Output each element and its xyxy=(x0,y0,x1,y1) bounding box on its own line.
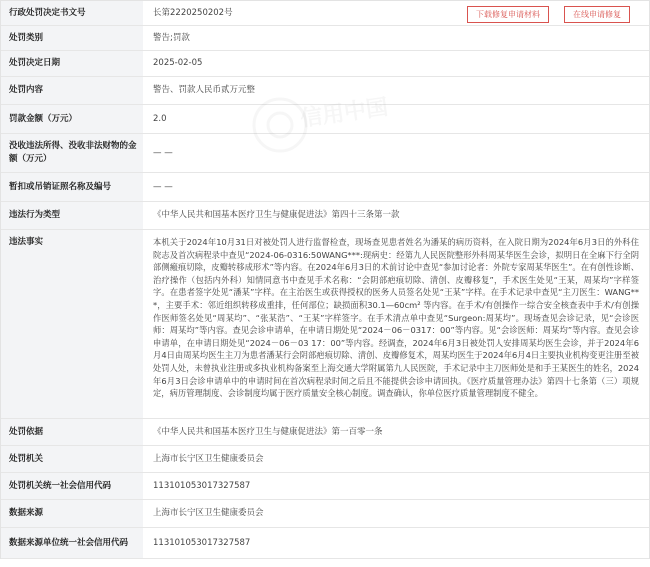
row-source-credit-code xyxy=(1,528,649,559)
row-license-revocation xyxy=(1,173,649,202)
row-violation-facts xyxy=(1,230,649,419)
label-penalty-category: 处罚类别 xyxy=(1,26,143,50)
label-penalty-content: 处罚内容 xyxy=(1,77,143,104)
row-decision-number xyxy=(1,1,649,26)
label-license-revocation: 暂扣或吊销证照名称及编号 xyxy=(1,173,143,201)
value-penalty-category: 警告;罚款 xyxy=(153,32,190,43)
label-penalty-authority: 处罚机关 xyxy=(1,446,143,472)
row-fine-amount xyxy=(1,105,649,134)
value-confiscation-amount: — — xyxy=(153,147,173,158)
label-confiscation-amount: 没收违法所得、没收非法财物的金额（万元） xyxy=(1,134,143,172)
label-penalty-basis: 处罚依据 xyxy=(1,419,143,445)
value-fine-amount: 2.0 xyxy=(153,113,167,124)
value-decision-date: 2025-02-05 xyxy=(153,58,203,68)
label-fine-amount: 罚款金额（万元） xyxy=(1,105,143,133)
value-decision-number xyxy=(143,1,649,25)
violation-facts-text: 本机关于2024年10月31日对被处罚人进行监督检查，现场查见患者姓名为潘某的病历资料，在入院日期为2024年6月3日的外科住院志及首次病程录中查见“2024-06-0316:50WANG***:现病史：经第九人民医院整形外科周某华医生会诊，拟明日在全麻下行全阴部侧瘢痕切除，皮瓣转移成形术”等内容。在2024年6月3日的术前讨论中查见“参加讨论者：外院专家周某华医生”。在有创性诊断、治疗操作（包括内外科）知情同意书中查见手术名称：“会阴部疤痕切除、清创、皮瓣移复”，手术医生处见“王某，周某均”字样签字。在患者签字处见“潘某”字样。在主治医生或获得授权的医务人员签名处见“王某”字样。在手术记录中查见“主刀医生：WANG***，主要手术：邻近组织转移成重排，任何部位；缺损面积30.1—60cm² 等内容。在手术/有创操作一综合安全核查表中手术/有创操作医师签名处见“周某均”、“张某浩”、“王某”字样签字。在手术清点单中查见“Surgeon:周某均”。现场查见会诊记录，见“会诊医师：周某均”等内容。查见会诊申请单，在申请日期处见“2024－06－0317：00”等内容。见“会诊医师：周某均”等内容。查见会诊申请单，在申请日期处见“2024－06－03 17：00”等内容。经调查，2024年6月3日被处罚人安排周某均医生会诊，并于2024年6月4日由周某均医生主刀为患者潘某行会阴部疤痕切除、清创、皮瓣修复术，周某均医生于2024年6月4日主要执业机构变更注册至被处罚人处，未曾执业注册或多执业机构备案至上海交通大学附属第九人民医院，手术记录中主刀医师处是和手王某医生的姓名，2024年6月3日会诊申请单中的申请时间在首次病程录时间之后且不能提供会诊申请回执。《医疗质量管理办法》第四十七条第（三）项规定，病历管理制度、会诊制度均属于医疗质量安全核心制度。调查确认，你单位医疗质量管理制度不健全。 xyxy=(153,237,639,399)
online-repair-button[interactable]: 在线申请修复 xyxy=(564,6,630,23)
row-penalty-authority xyxy=(1,446,649,473)
value-source-credit-code: 113101053017327587 xyxy=(153,537,251,548)
label-violation-facts: 违法事实 xyxy=(1,230,143,418)
value-penalty-content: 警告、罚款人民币贰万元整 xyxy=(153,85,256,95)
row-violation-type xyxy=(1,202,649,230)
row-penalty-content xyxy=(1,77,649,105)
label-source-credit-code: 数据来源单位统一社会信用代码 xyxy=(1,528,143,558)
decision-number-text: 长第2220250202号 xyxy=(153,7,233,18)
watermark-text: 信用中国 xyxy=(298,94,390,132)
label-decision-date: 处罚决定日期 xyxy=(1,51,143,76)
row-penalty-basis xyxy=(1,419,649,446)
row-authority-credit-code xyxy=(1,473,649,500)
download-repair-materials-button[interactable]: 下载修复申请材料 xyxy=(467,6,549,23)
value-violation-facts xyxy=(143,230,649,418)
value-penalty-basis: 《中华人民共和国基本医疗卫生与健康促进法》第一百零一条 xyxy=(153,426,383,437)
value-authority-credit-code: 11310105301732758​7 xyxy=(153,480,251,491)
value-penalty-authority: 上海市长宁区卫生健康委员会 xyxy=(153,453,264,464)
value-violation-type: 《中华人民共和国基本医疗卫生与健康促进法》第四十三条第一款 xyxy=(153,210,400,220)
label-decision-number: 行政处罚决定书文号 xyxy=(1,1,143,25)
value-data-source: 上海市长宁区卫生健康委员会 xyxy=(153,508,264,518)
label-violation-type: 违法行为类型 xyxy=(1,202,143,229)
row-confiscation-amount xyxy=(1,134,649,173)
row-decision-date xyxy=(1,51,649,77)
row-data-source xyxy=(1,500,649,528)
label-data-source: 数据来源 xyxy=(1,500,143,527)
value-license-revocation: — — xyxy=(153,181,173,192)
label-authority-credit-code: 处罚机关统一社会信用代码 xyxy=(1,473,143,499)
row-penalty-category xyxy=(1,26,649,51)
